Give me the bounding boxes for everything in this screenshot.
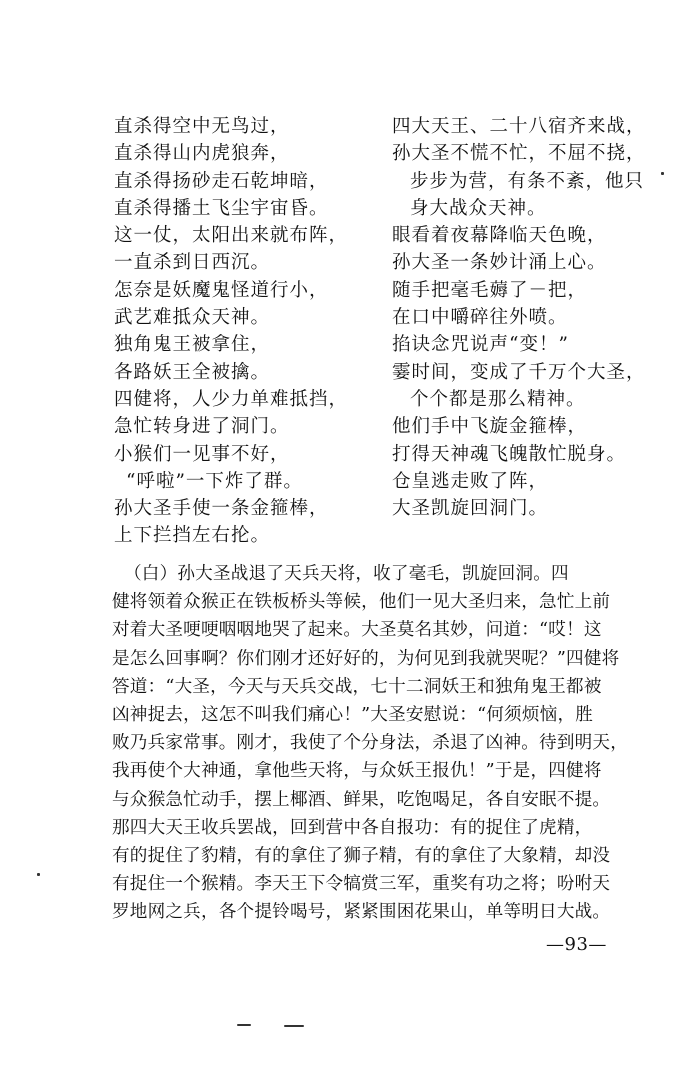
verse-line: 随手把毫毛薅了－把， [392,279,588,301]
verse-line: 掐诀念咒说声“变！” [392,334,569,356]
verse-line: 霎时间，变成了千万个大圣， [392,361,646,383]
prose-line: 那四大天王收兵罢战，回到营中各自报功：有的捉住了虎精， [112,817,593,838]
verse-line: 仓皇逃走败了阵， [392,470,549,492]
verse-line: 四大天王、二十八宿齐来战， [392,116,646,137]
verse-line: 打得天神魂飞魄散忙脱身。 [392,443,627,465]
verse-line: 武艺难抵众天神。 [114,307,271,329]
verse-right-column [392,113,692,522]
scan-speck [37,873,40,876]
verse-line: 身大战众天神。 [410,197,547,219]
verse-line: 小猴们一见事不好， [114,443,290,465]
verse-line: “呼啦”一下炸了群。 [126,470,303,492]
verse-line: 四健将，人少力单难抵挡， [114,388,349,410]
verse-line: 在口中嚼碎往外喷。 [392,307,568,329]
verse-line: 一直杀到日西沉。 [114,252,271,274]
verse-line: 直杀得山内虎狼奔， [114,143,290,165]
prose-line: 有的捉住了豹精，有的拿住了狮子精，有的拿住了大象精，却没 [112,845,611,866]
verse-line: 眼看着夜幕降临天色晚， [392,225,607,247]
prose-line: 对着大圣哽哽咽咽地哭了起来。大圣莫名其妙，问道：“哎！这 [112,620,602,641]
prose-line: 有捉住一个猴精。李天王下令犒赏三军，重奖有功之将；吩咐天 [112,874,611,895]
verse-line: 独角鬼王被拿住， [114,334,271,356]
verse-line: 孙大圣不慌不忙，不屈不挠， [392,143,646,165]
verse-line: 孙大圣手使一条金箍棒， [114,498,329,520]
verse-line: 直杀得空中无鸟过， [114,116,290,137]
prose-line: 罗地网之兵，各个提铃喝号，紧紧围困花果山，单等明日大战。 [112,902,611,923]
prose-paragraph [112,560,640,926]
verse-line: 各路妖王全被擒。 [114,361,271,383]
scan-speck [661,172,664,175]
verse-line: 急忙转身进了洞门。 [114,416,290,438]
verse-line: 这一仗，太阳出来就布阵， [114,225,349,247]
page-number: —93— [546,934,607,955]
prose-line: 凶神捉去，这怎不叫我们痛心！”大圣安慰说：“何须烦恼，胜 [112,704,594,725]
prose-line: 答道：“大圣，今天与天兵交战，七十二洞妖王和独角鬼王都被 [112,676,602,697]
prose-line: 健将领着众猴正在铁板桥头等候，他们一见大圣归来，急忙上前 [112,592,611,613]
verse-line: 孙大圣一条妙计涌上心。 [392,252,607,274]
verse-line: 个个都是那么精神。 [410,388,586,410]
verse-line: 直杀得扬砂走石乾坤暗， [114,170,329,192]
prose-line: 败乃兵家常事。刚才，我使了个分身法，杀退了凶神。待到明天， [112,733,629,754]
scan-speck [284,1025,304,1027]
scan-speck [237,1024,251,1026]
prose-line: （白）孙大圣战退了天兵天将，收了毫毛，凯旋回洞。四 [124,564,569,584]
verse-line: 怎奈是妖魔鬼怪道行小， [114,279,329,301]
prose-line: 我再使个大神通，拿他些天将，与众妖王报仇！”于是，四健将 [112,761,602,782]
verse-line: 大圣凯旋回洞门。 [392,498,549,520]
verse-line: 上下拦挡左右抡。 [114,525,271,547]
verse-line: 他们手中飞旋金箍棒， [392,416,588,438]
prose-line: 与众猴急忙动手，摆上椰酒、鲜果，吃饱喝足，各自安眠不提。 [112,789,611,810]
prose-line: 是怎么回事啊？你们刚才还好好的，为何见到我就哭呢？”四健将 [112,648,620,669]
verse-left-column [114,113,404,550]
verse-line: 直杀得播土飞尘宇宙昏。 [114,197,329,219]
verse-line: 步步为营，有条不紊，他只 [410,170,645,192]
